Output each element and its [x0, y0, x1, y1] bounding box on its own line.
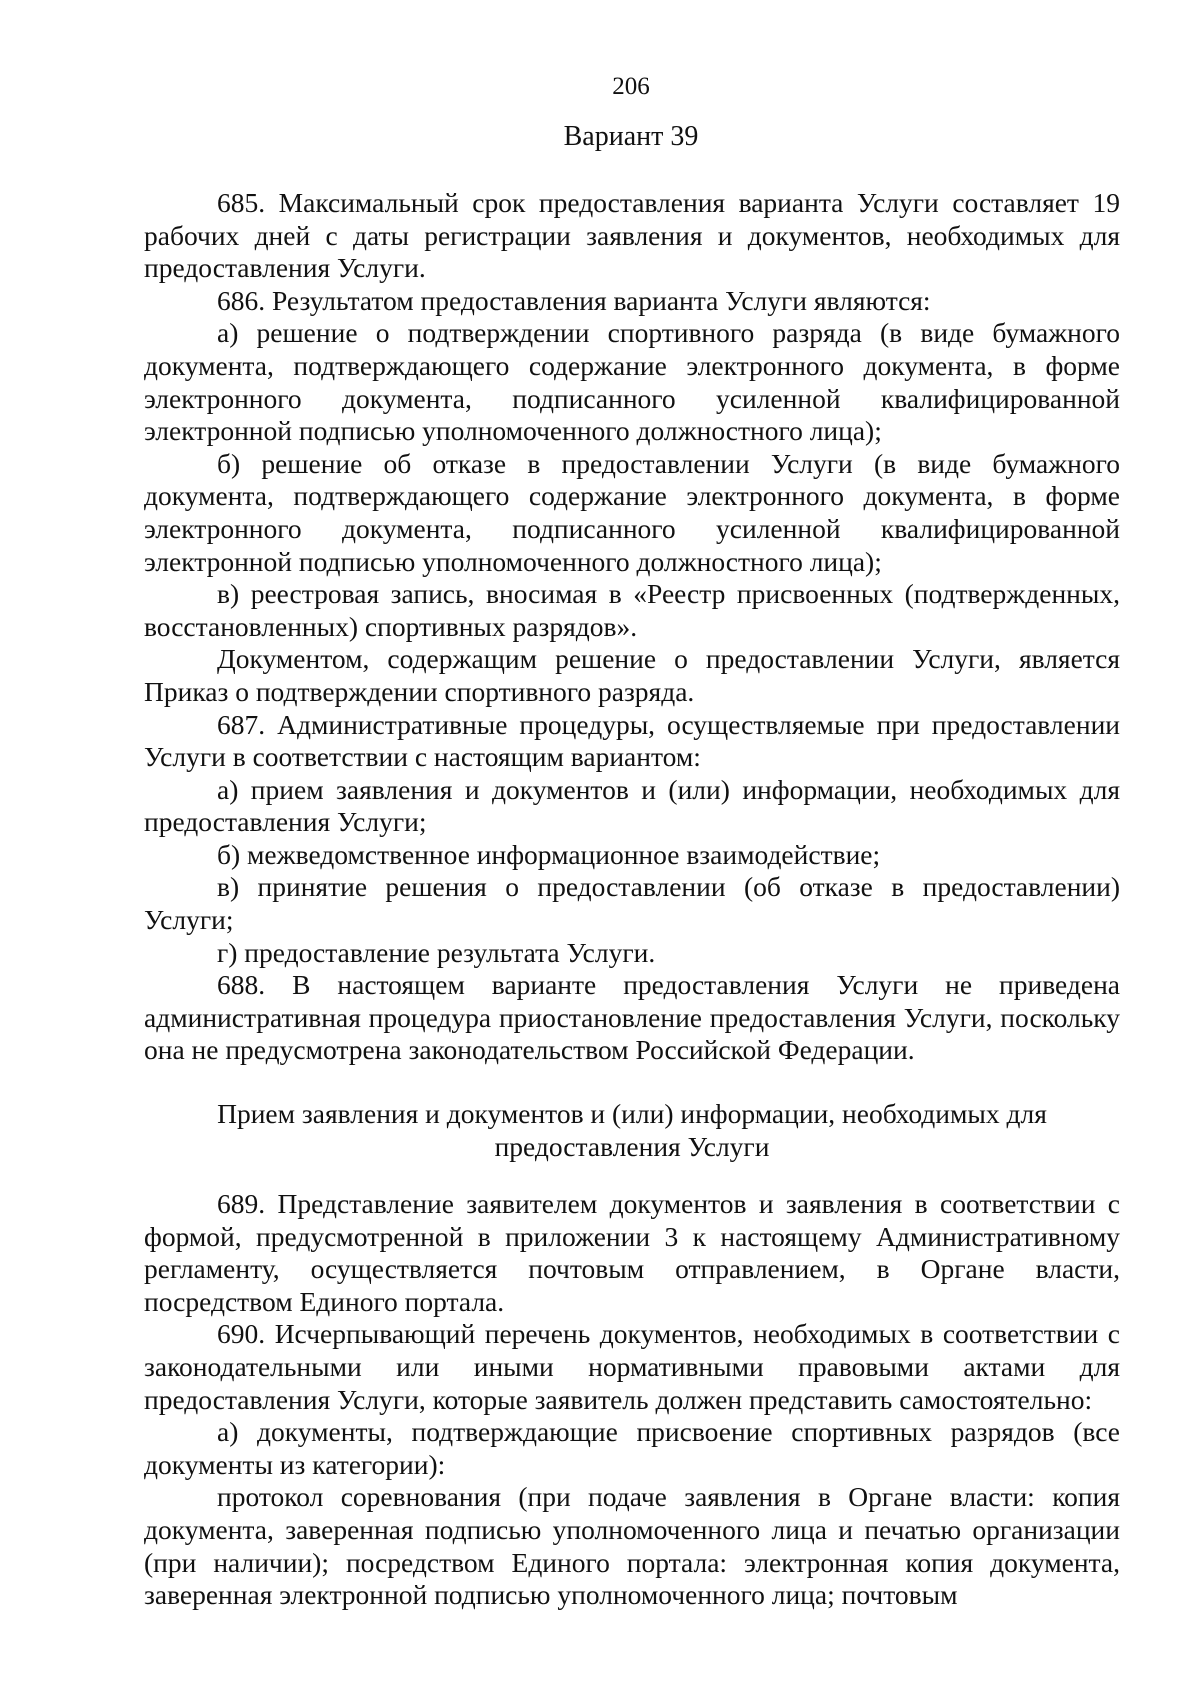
paragraph-competition-protocol: протокол соревнования (при подаче заявления в Органе власти: копия документа, заверенная подписью уполномоченного лица и печатью организации (при наличии); посредством Единого портала: электронная копия документа, заверенная электронной подписью уполномоченного лица; почтовым [144, 1481, 1120, 1611]
page-number: 206 [612, 73, 650, 100]
section-1-body [144, 187, 1120, 1067]
paragraph-687-v: в) принятие решения о предоставлении (об отказе в предоставлении) Услуги; [144, 871, 1120, 936]
section-heading [144, 1098, 1120, 1163]
paragraph-686-a: а) решение о подтверждении спортивного разряда (в виде бумажного документа, подтверждающего содержание электронного документа, в форме электронного документа, подписанного усиленной квалифицированной электронной подписью уполномоченного должностного лица); [144, 317, 1120, 447]
paragraph-689: 689. Представление заявителем документов и заявления в соответствии с формой, предусмотренной в приложении 3 к настоящему Административному регламенту, осуществляется почтовым отправлением, в Органе власти, посредством Единого портала. [144, 1188, 1120, 1317]
paragraph-690: 690. Исчерпывающий перечень документов, необходимых в соответствии с законодательными или иными нормативными правовыми актами для предоставления Услуги, которые заявитель должен представить самостоятельно: [144, 1318, 1120, 1415]
paragraph-690-a: а) документы, подтверждающие присвоение спортивных разрядов (все документы из категории): [144, 1416, 1120, 1480]
paragraph-686-v: в) реестровая запись, вносимая в «Реестр присвоенных (подтвержденных, восстановленных) спортивных разрядов». [144, 578, 1120, 642]
section-heading-line-2: предоставления Услуги [494, 1130, 770, 1162]
section-heading-line-1: Прием заявления и документов и (или) информации, необходимых для [217, 1098, 1047, 1129]
variant-title: Вариант 39 [563, 121, 699, 152]
paragraph-687-a: а) прием заявления и документов и (или) информации, необходимых для предоставления Услуги; [144, 773, 1120, 838]
paragraph-687-b: б) межведомственное информационное взаимодействие; [217, 838, 881, 870]
paragraph-686: 686. Результатом предоставления варианта Услуги являются: [217, 284, 931, 316]
paragraph-result-document: Документом, содержащим решение о предоставлении Услуги, является Приказ о подтверждении спортивного разряда. [144, 643, 1120, 707]
paragraph-687-g: г) предоставление результата Услуги. [217, 936, 656, 968]
paragraph-688: 688. В настоящем варианте предоставления Услуги не приведена административная процедура приостановление предоставления Услуги, поскольку она не предусмотрена законодательством Российской Федерации. [144, 969, 1120, 1066]
paragraph-687: 687. Административные процедуры, осуществляемые при предоставлении Услуги в соответствии с настоящим вариантом: [144, 708, 1120, 773]
section-2-body [144, 1188, 1120, 1612]
paragraph-685: 685. Максимальный срок предоставления варианта Услуги составляет 19 рабочих дней с даты регистрации заявления и документов, необходимых для предоставления Услуги. [144, 187, 1120, 284]
paragraph-686-b: б) решение об отказе в предоставлении Услуги (в виде бумажного документа, подтверждающего содержание электронного документа, в форме электронного документа, подписанного усиленной квалифицированной электронной подписью уполномоченного должностного лица); [144, 447, 1120, 577]
